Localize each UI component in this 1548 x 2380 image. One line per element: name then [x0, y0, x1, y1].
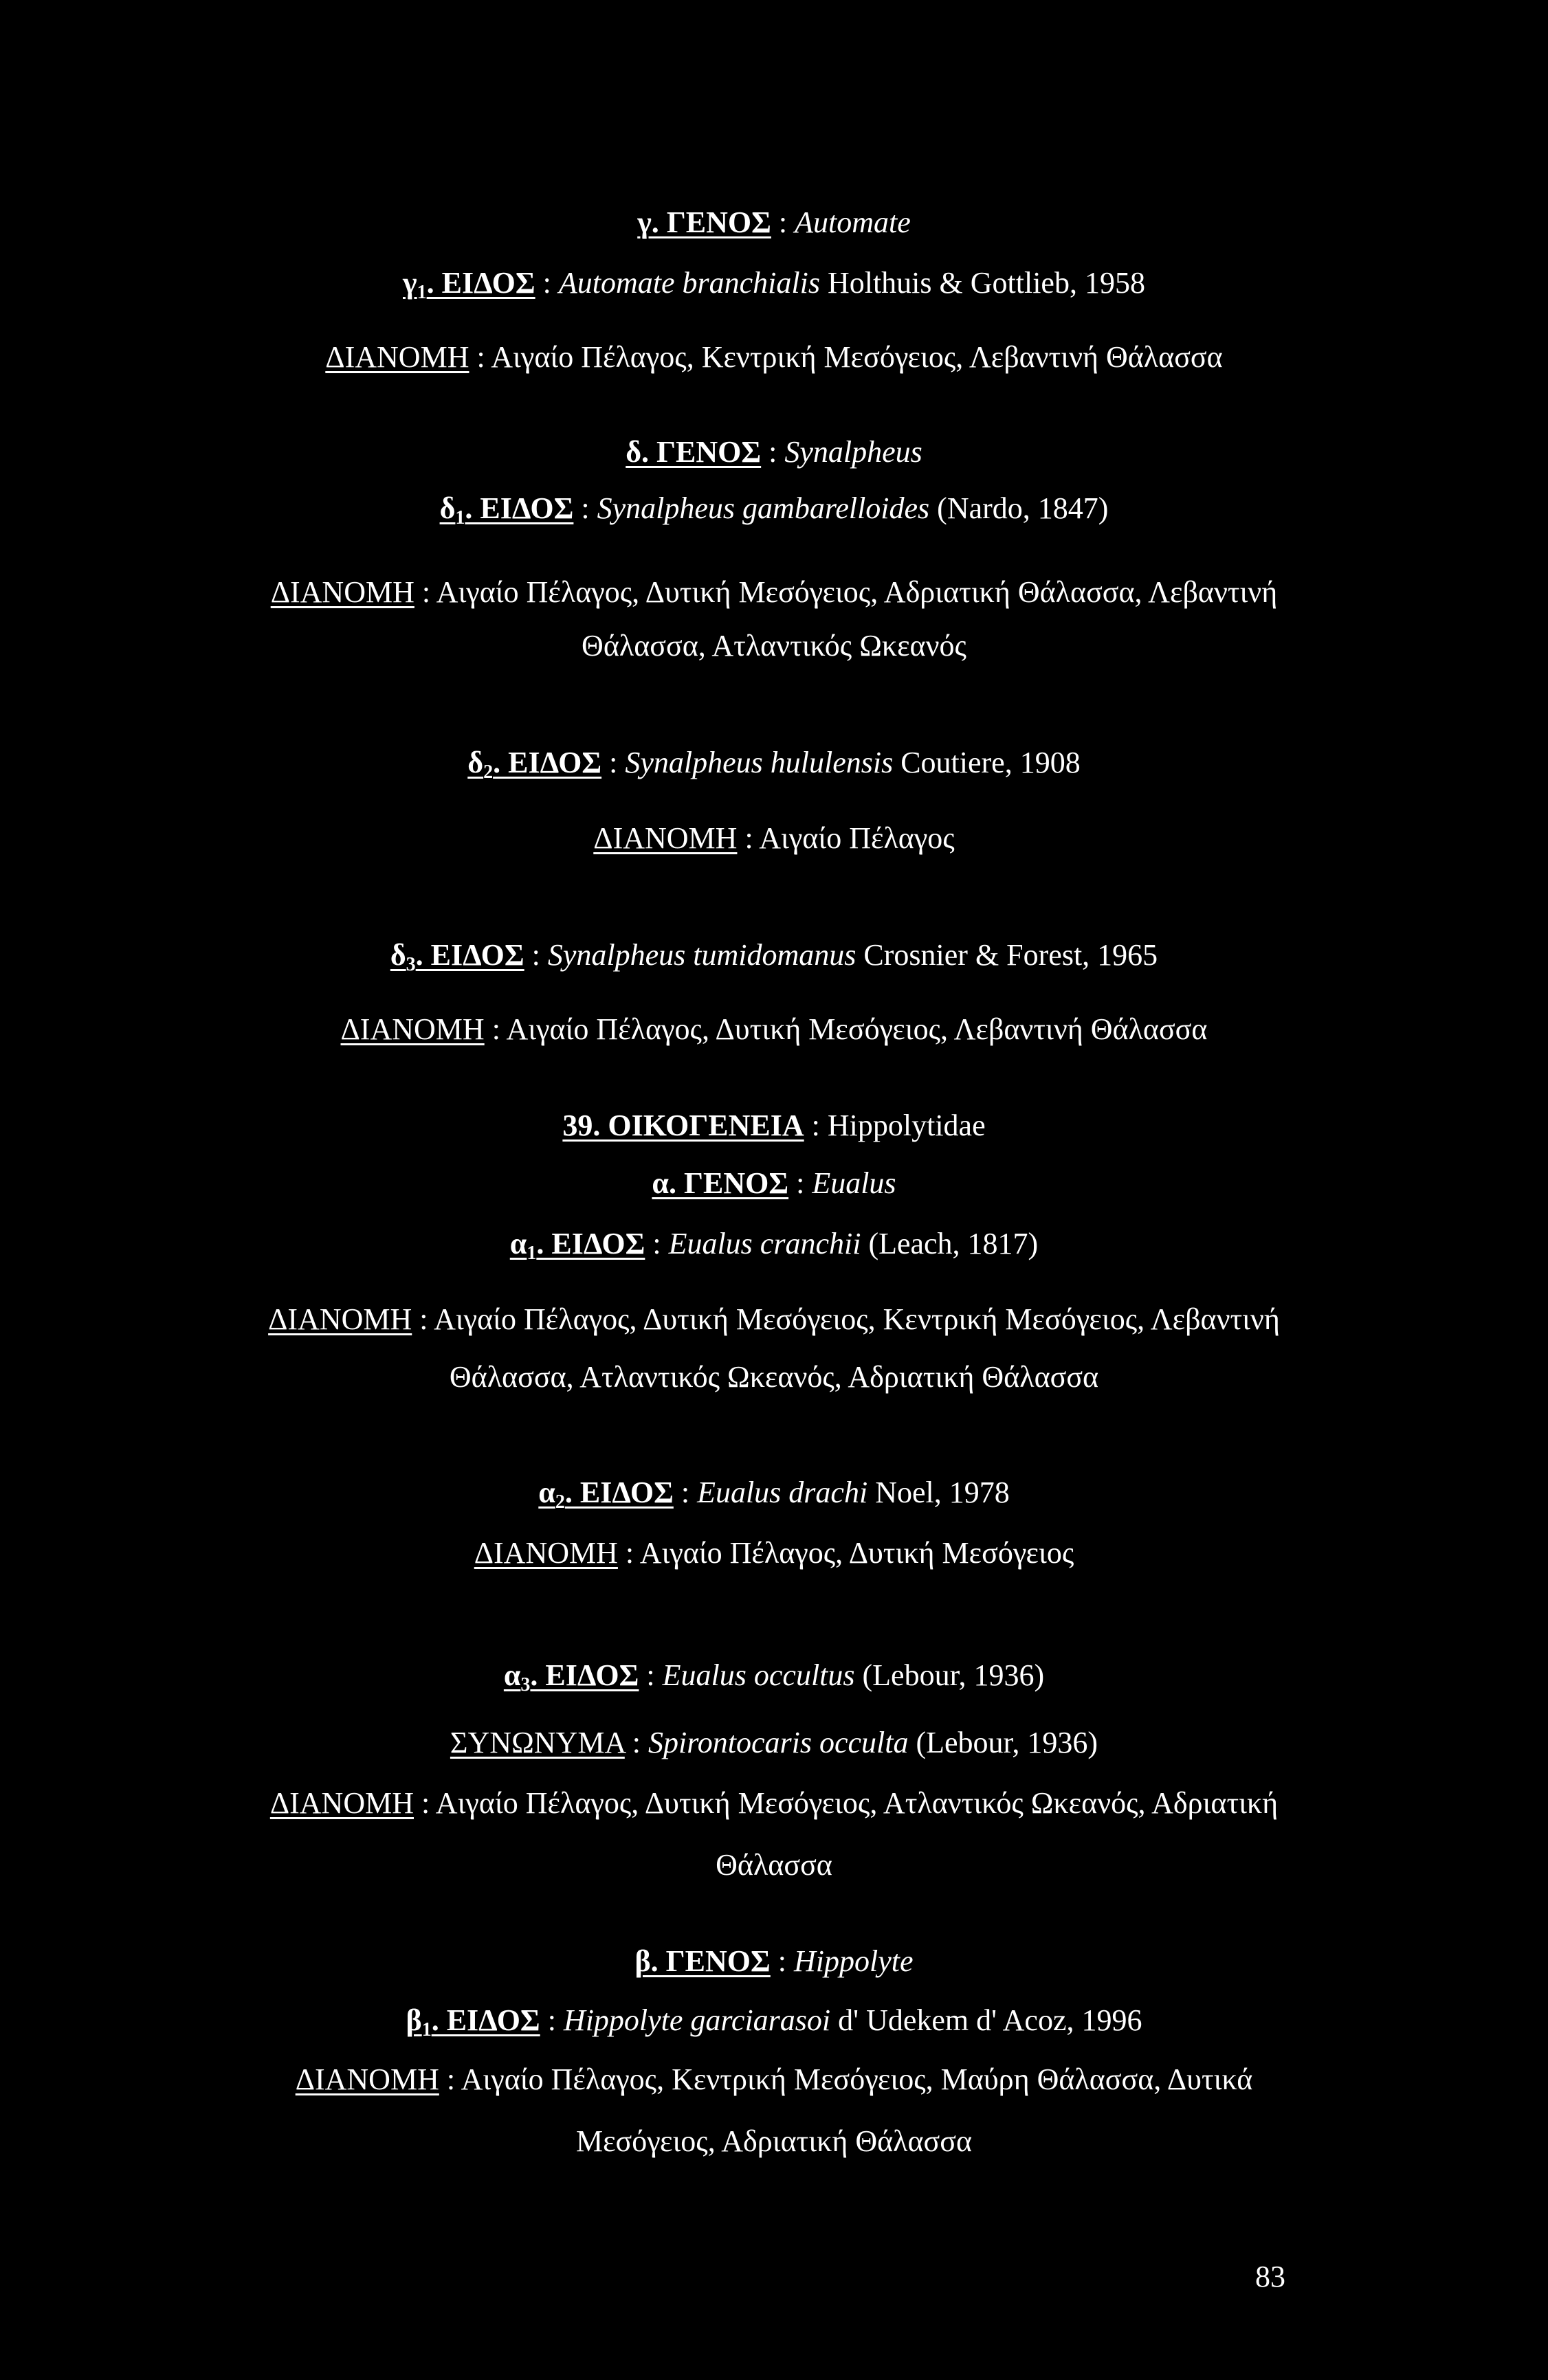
separator: : [761, 435, 785, 469]
distribution-text: Θάλασσα, Ατλαντικός Ωκεανός, Αδριατική Θάλασσα [449, 1360, 1099, 1394]
species-author: d' Udekem d' Acoz, 1996 [830, 2003, 1142, 2037]
species-author: Coutiere, 1908 [893, 746, 1081, 779]
genus-label: α. ΓΕΝΟΣ [652, 1166, 789, 1200]
genus-heading-hippolyte [0, 1942, 1548, 1981]
distribution-label: ΔΙΑΝΟΜΗ [325, 340, 469, 374]
genus-heading-synalpheus [0, 433, 1548, 471]
distribution-text: : Αιγαίο Πέλαγος, Κεντρική Μεσόγειος, Λεβαντινή Θάλασσα [469, 340, 1223, 374]
species-author: Holthuis & Gottlieb, 1958 [819, 266, 1145, 300]
separator: : [601, 746, 626, 779]
species-heading-eualus-occultus [0, 1656, 1548, 1704]
distribution-label: ΔΙΑΝΟΜΗ [295, 2062, 439, 2096]
distribution-label: ΔΙΑΝΟΜΗ [269, 1786, 414, 1820]
distribution-line [0, 819, 1548, 858]
species-name: Hippolyte garciarasoi [563, 2003, 831, 2037]
distribution-text: : Αιγαίο Πέλαγος [737, 821, 955, 855]
species-label: $\delta_1$. ΕΙΔΟΣ [439, 491, 574, 529]
separator: : [540, 2003, 564, 2037]
species-heading-synalpheus-hululensis [0, 744, 1548, 792]
separator: : [573, 491, 597, 525]
genus-heading-eualus [0, 1164, 1548, 1203]
synonym-label: ΣΥΝΩΝΥΜΑ [450, 1726, 625, 1759]
genus-name: Automate [795, 205, 911, 239]
distribution-line [0, 338, 1548, 377]
distribution-text: Θάλασσα, Ατλαντικός Ωκεανός [582, 629, 966, 663]
page-number: 83 [1255, 2260, 1285, 2293]
species-author: (Nardo, 1847) [929, 491, 1109, 525]
distribution-line [0, 1534, 1548, 1572]
species-name: Eualus cranchii [668, 1227, 861, 1260]
genus-heading-automate [0, 203, 1548, 242]
family-name: : Hippolytidae [804, 1109, 986, 1142]
distribution-continuation [0, 1846, 1548, 1884]
distribution-text: : Αιγαίο Πέλαγος, Κεντρική Μεσόγειος, Μαύρη Θάλασσα, Δυτικά [439, 2062, 1253, 2096]
species-author: (Leach, 1817) [861, 1227, 1039, 1260]
separator: : [535, 266, 559, 300]
separator: : [639, 1658, 663, 1692]
family-heading-hippolytidae [0, 1106, 1548, 1145]
species-label: $\gamma_1$. ΕΙΔΟΣ [403, 266, 535, 303]
distribution-continuation [0, 1358, 1548, 1397]
species-heading-hippolyte-garciarasoi [0, 2001, 1548, 2049]
species-name: Synalpheus tumidomanus [547, 938, 856, 972]
genus-label: β. ΓΕΝΟΣ [634, 1944, 771, 1978]
distribution-line [0, 1784, 1548, 1823]
genus-label: γ. ΓΕΝΟΣ [637, 205, 771, 239]
distribution-text: : Αιγαίο Πέλαγος, Δυτική Μεσόγειος [617, 1536, 1074, 1570]
separator: : [673, 1476, 698, 1509]
distribution-line [0, 1010, 1548, 1049]
genus-name: Hippolyte [794, 1944, 914, 1978]
species-label: $\alpha_3$. ΕΙΔΟΣ [503, 1658, 639, 1695]
distribution-line [0, 573, 1548, 612]
distribution-label: ΔΙΑΝΟΜΗ [474, 1536, 618, 1570]
distribution-text: : Αιγαίο Πέλαγος, Δυτική Μεσόγειος, Ατλαντικός Ωκεανός, Αδριατική [414, 1786, 1279, 1820]
separator: : [524, 938, 548, 972]
distribution-continuation [0, 627, 1548, 665]
species-author: Noel, 1978 [867, 1476, 1010, 1509]
distribution-label: ΔΙΑΝΟΜΗ [593, 821, 738, 855]
species-label: $\alpha_2$. ΕΙΔΟΣ [538, 1476, 674, 1513]
synonym-author: (Lebour, 1936) [908, 1726, 1098, 1759]
synonym-line [0, 1724, 1548, 1762]
family-label: 39. ΟΙΚΟΓΕΝΕΙΑ [562, 1109, 804, 1142]
distribution-text: : Αιγαίο Πέλαγος, Δυτική Μεσόγειος, Κεντρική Μεσόγειος, Λεβαντινή [412, 1302, 1280, 1336]
separator: : [771, 205, 795, 239]
distribution-label: ΔΙΑΝΟΜΗ [268, 1302, 412, 1336]
separator: : [645, 1227, 669, 1260]
species-name: Synalpheus hululensis [625, 746, 894, 779]
distribution-text: : Αιγαίο Πέλαγος, Δυτική Μεσόγειος, Αδριατική Θάλασσα, Λεβαντινή [414, 575, 1278, 609]
separator: : [788, 1166, 812, 1200]
species-heading-automate-branchialis [0, 264, 1548, 312]
species-label: $\delta_2$. ΕΙΔΟΣ [467, 746, 602, 783]
species-author: Crosnier & Forest, 1965 [856, 938, 1158, 972]
species-label: $\beta_1$. ΕΙΔΟΣ [406, 2003, 540, 2040]
species-name: Automate branchialis [558, 266, 820, 300]
species-author: (Lebour, 1936) [854, 1658, 1045, 1692]
species-heading-eualus-drachi [0, 1473, 1548, 1522]
species-name: Synalpheus gambarelloides [597, 491, 930, 525]
distribution-label: ΔΙΑΝΟΜΗ [340, 1012, 485, 1046]
separator: : [624, 1726, 649, 1759]
distribution-text: Θάλασσα [716, 1848, 832, 1882]
species-label: $\delta_3$. ΕΙΔΟΣ [390, 938, 524, 975]
species-heading-eualus-cranchii [0, 1225, 1548, 1273]
genus-label: δ. ΓΕΝΟΣ [626, 435, 762, 469]
distribution-continuation [0, 2122, 1548, 2161]
separator: : [770, 1944, 794, 1978]
genus-name: Eualus [812, 1166, 896, 1200]
species-name: Eualus occultus [662, 1658, 855, 1692]
distribution-text: : Αιγαίο Πέλαγος, Δυτική Μεσόγειος, Λεβαντινή Θάλασσα [484, 1012, 1208, 1046]
species-label: $\alpha_1$. ΕΙΔΟΣ [509, 1227, 645, 1264]
species-name: Eualus drachi [697, 1476, 868, 1509]
distribution-label: ΔΙΑΝΟΜΗ [270, 575, 414, 609]
distribution-line [0, 2060, 1548, 2099]
species-heading-synalpheus-gambarelloides [0, 489, 1548, 537]
species-heading-synalpheus-tumidomanus [0, 936, 1548, 984]
distribution-text: Μεσόγειος, Αδριατική Θάλασσα [575, 2124, 973, 2158]
genus-name: Synalpheus [784, 435, 922, 469]
distribution-line [0, 1300, 1548, 1339]
synonym-name: Spirontocaris occulta [648, 1726, 909, 1759]
